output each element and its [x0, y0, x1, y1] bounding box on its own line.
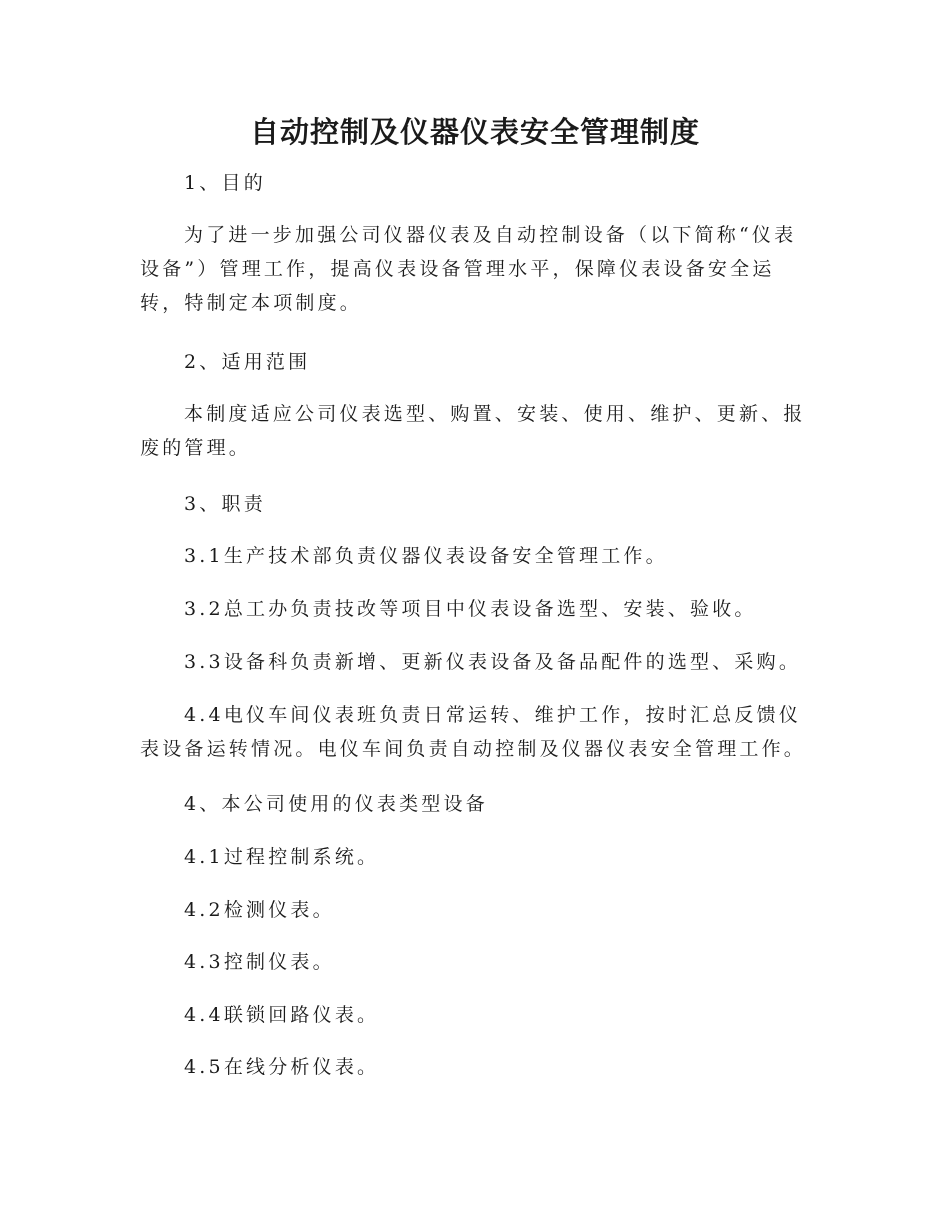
- duty-item-4-4: 4.4电仪车间仪表班负责日常运转、维护工作，按时汇总反馈仪表设备运转情况。电仪车间负责自动控制及仪器仪表安全管理工作。: [140, 704, 807, 760]
- section-heading-scope: 2、适用范围: [184, 351, 311, 373]
- section-heading-instrument-types: 4、本公司使用的仪表类型设备: [184, 793, 488, 815]
- duty-item-3-1: 3.1生产技术部负责仪器仪表设备安全管理工作。: [184, 545, 668, 567]
- type-item-4-1: 4.1过程控制系统。: [184, 846, 380, 868]
- type-item-4-4: 4.4联锁回路仪表。: [184, 1004, 380, 1026]
- type-item-4-5: 4.5在线分析仪表。: [184, 1056, 380, 1078]
- section-heading-purpose: 1、目的: [184, 172, 266, 194]
- paragraph-scope: 本制度适应公司仪表选型、购置、安装、使用、维护、更新、报废的管理。: [140, 403, 806, 459]
- duty-item-3-3: 3.3设备科负责新增、更新仪表设备及备品配件的选型、采购。: [184, 651, 802, 673]
- document-title: 自动控制及仪器仪表安全管理制度: [249, 115, 700, 149]
- duty-item-3-2: 3.2总工办负责技改等项目中仪表设备选型、安装、验收。: [184, 598, 757, 620]
- section-heading-duties: 3、职责: [184, 493, 266, 515]
- paragraph-purpose: 为了进一步加强公司仪器仪表及自动控制设备（以下简称“仪表设备”）管理工作，提高仪表设备管理水平，保障仪表设备安全运转，特制定本项制度。: [140, 224, 797, 314]
- type-item-4-2: 4.2检测仪表。: [184, 899, 335, 921]
- type-item-4-3: 4.3控制仪表。: [184, 951, 335, 973]
